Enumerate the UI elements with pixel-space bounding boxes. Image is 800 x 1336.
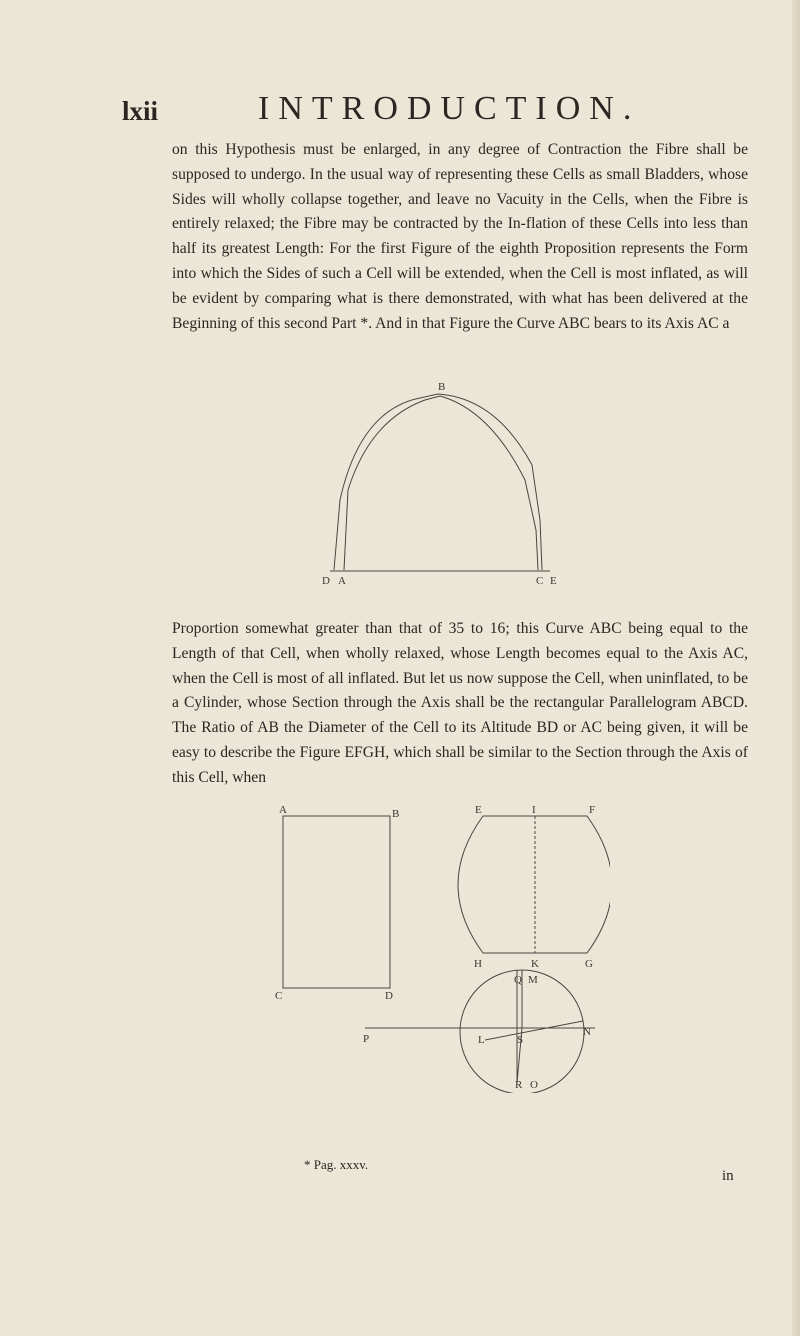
label-r: R — [515, 1079, 523, 1091]
label-d: D — [385, 990, 393, 1002]
label-m: M — [528, 974, 538, 986]
label-q: Q — [514, 974, 522, 986]
figure-1-curve-abc — [300, 370, 600, 600]
paragraph-text: Proportion somewhat greater than that of 35 to 16; this Curve ABC being equal to the Length of that Cell, when wholly relaxed, whose Length becomes equal to the Axis AC, when the Cell is most of all inflated. But let us now suppose the Cell, when uninflated, to be a Cylinder, whose Section through the Axis shall be the rectangular Parallelogram ABCD. The Ratio of AB the Diameter of the Cell to its Altitude BD or AC being given, it will be easy to describe the Figure EFGH, which shall be similar to the Section through the Axis of this Cell, when — [172, 620, 748, 786]
label-e: E — [550, 575, 557, 587]
parallelogram-abcd — [283, 816, 390, 988]
catchword: in — [722, 1168, 734, 1184]
label-h: H — [474, 958, 482, 970]
label-c: C — [536, 575, 544, 587]
label-a: A — [338, 575, 346, 587]
figure-efgh — [458, 816, 610, 953]
inner-curve — [344, 396, 538, 570]
label-n: N — [583, 1026, 591, 1038]
body-paragraph-2 — [172, 617, 748, 791]
label-k: K — [531, 958, 539, 970]
label-a: A — [279, 804, 287, 816]
label-g: G — [585, 958, 593, 970]
label-f: F — [589, 804, 596, 816]
label-s: S — [517, 1034, 524, 1046]
page-number: lxii — [122, 96, 159, 126]
label-b: B — [392, 808, 400, 820]
outer-curve — [334, 394, 542, 570]
label-b: B — [438, 381, 446, 393]
label-c: C — [275, 990, 283, 1002]
label-p: P — [363, 1033, 370, 1045]
paragraph-text: on this Hypothesis must be enlarged, in any degree of Contraction the Fibre shall be supposed to undergo. In the usual way of representing these Cells as small Bladders, whose Sides will wholly collapse together, and leave no Vacuity in the Cells, when the Fibre is entirely relaxed; the Fibre may be contracted by the In-flation of these Cells into less than half its greatest Length: For the first Figure of the eighth Proposition represents the Form into which the Sides of such a Cell will be extended, when the Cell is most inflated, as will be evident by comparing what is there demonstrated, with what has been delivered at the Beginning of this second Part *. And in that Figure the Curve ABC bears to its Axis AC a — [172, 141, 748, 332]
label-d: D — [322, 575, 330, 587]
label-o: O — [530, 1079, 538, 1091]
page-edge — [792, 0, 800, 1336]
chord-ln — [485, 1021, 583, 1040]
footnote: * Pag. xxxv. — [304, 1157, 369, 1172]
label-l: L — [478, 1034, 485, 1046]
figure-2-construction — [265, 803, 610, 1093]
body-paragraph-1 — [172, 138, 748, 336]
running-head: INTRODUCTION. — [258, 90, 641, 127]
label-i: I — [532, 804, 536, 816]
label-e: E — [475, 804, 482, 816]
